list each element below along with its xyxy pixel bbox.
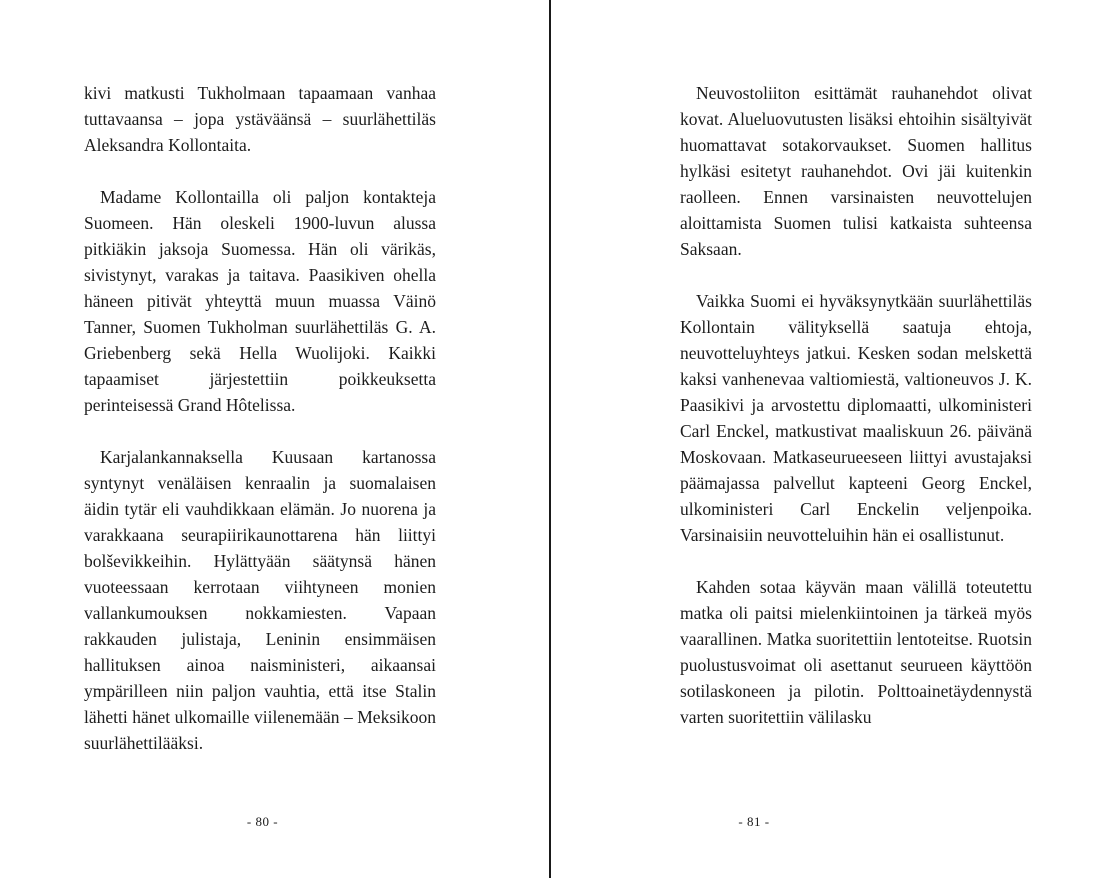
left-page-text <box>84 80 436 782</box>
right-page-text <box>680 80 1032 756</box>
left-page <box>0 0 549 878</box>
right-page <box>552 0 1100 878</box>
page-number-left: - 80 - <box>246 814 279 829</box>
page-number-right: - 81 - <box>738 814 770 829</box>
paragraph: Madame Kollontailla oli paljon kontakteja Suomeen. Hän oleskeli 1900-luvun alussa pitkiäkin jaksoja Suomessa. Hän oli värikäs, sivistynyt, varakas ja taitava. Paasikiven ohella häneen pitivät yhteyttä muun muassa Väinö Tanner, Suomen Tukholman suurlähettiläs G. A. Griebenberg sekä Hella Wuolijoki. Kaikki tapaamiset järjestettiin poikkeuksetta perinteisessä Grand Hôtelissa. <box>84 187 436 415</box>
paragraph: kivi matkusti Tukholmaan tapaamaan vanhaa tuttavaansa – jopa ystäväänsä – suurlähettiläs Aleksandra Kollontaita. <box>84 83 436 155</box>
paragraph: Vaikka Suomi ei hyväksynytkään suurlähettiläs Kollontain välityksellä saatuja ehtoja, neuvotteluyhteys jatkui. Kesken sodan melskettä kaksi vanhenevaa valtiomiestä, valtioneuvos J. K. Paasikivi ja arvostettu diplomaatti, ulkoministeri Carl Enckel, matkustivat maaliskuun 26. päivänä Moskovaan. Matkaseurueeseen liittyi avustajaksi päämajassa palvellut kapteeni Georg Enckel, ulkoministeri Carl Enckelin veljenpoika. Varsinaisiin neuvotteluihin hän ei osallistunut. <box>680 291 1032 545</box>
paragraph: Karjalankannaksella Kuusaan kartanossa syntynyt venäläisen kenraalin ja suomalaisen äidin tytär eli vauhdikkaan elämän. Jo nuorena ja varakkaana seurapiirikaunottarena hän liittyi bolševikkeihin. Hylättyään säätynsä hänen vuoteessaan kerrotaan viihtyneen monien vallankumouksen nokkamiesten. Vapaan rakkauden julistaja, Leninin ensimmäisen hallituksen ainoa naisministeri, aikaansai ympärilleen niin paljon vauhtia, että itse Stalin lähetti hänet ulkomaille viilenemään – Meksikoon suurlähettilääksi. <box>84 447 436 753</box>
paragraph: Kahden sotaa käyvän maan välillä toteutettu matka oli paitsi mielenkiintoinen ja tärkeä myös vaarallinen. Matka suoritettiin lentoteitse. Ruotsin puolustusvoimat oli asettanut seurueen käyttöön sotilaskoneen ja pilotin. Polttoainetäydennystä varten suoritettiin välilasku <box>680 577 1032 727</box>
paragraph: Neuvostoliiton esittämät rauhanehdot olivat kovat. Alueluovutusten lisäksi ehtoihin sisältyivät huomattavat sotakorvaukset. Suomen hallitus hylkäsi esitetyt rauhanehdot. Ovi jäi kuitenkin raolleen. Ennen varsinaisten neuvottelujen aloittamista Suomen tulisi katkaista suhteensa Saksaan. <box>680 83 1032 259</box>
book-spine-divider <box>549 0 551 878</box>
